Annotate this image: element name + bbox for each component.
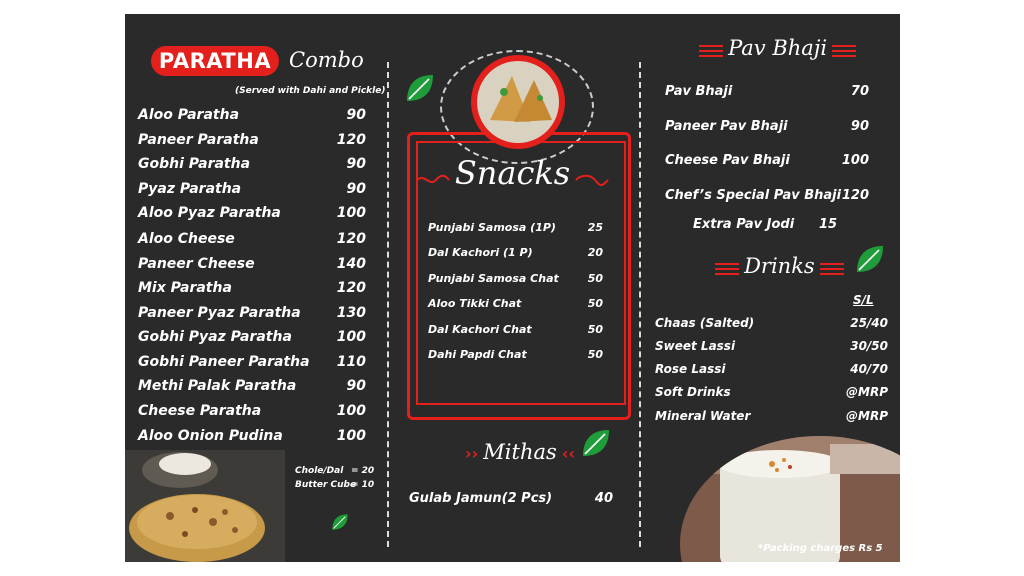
triple-bar-ornament-icon: [715, 263, 739, 275]
drink-item-name: Mineral Water: [655, 409, 751, 423]
pav-bhaji-item-price: 70: [850, 84, 869, 99]
paratha-item-name: Gobhi Paratha: [138, 156, 251, 172]
paratha-item-price: 120: [336, 132, 366, 148]
paratha-item-name: Cheese Paratha: [138, 403, 262, 419]
drink-item-price: 25/40: [850, 316, 888, 330]
snack-item-price: 50: [587, 272, 603, 285]
pav-bhaji-item-price: 120: [841, 188, 869, 203]
extra-item-name: Butter Cube: [295, 480, 357, 490]
packing-charges-note: *Packing charges Rs 5: [758, 543, 883, 554]
menu-board: [125, 14, 900, 562]
pav-bhaji-title: Pav Bhaji: [728, 36, 828, 60]
drinks-title: Drinks: [744, 254, 815, 278]
drinks-heading: [715, 254, 844, 278]
snack-item-price: 25: [587, 221, 603, 234]
snacks-title: Snacks: [454, 154, 571, 192]
column-divider: [639, 62, 641, 547]
mithas-item-price: 40: [594, 491, 613, 506]
leaf-icon: [579, 426, 613, 460]
size-header: S/L: [853, 293, 874, 307]
paratha-item-price: 120: [336, 231, 366, 247]
snack-item-price: 50: [587, 297, 603, 310]
snack-item-name: Dal Kachori (1 P): [428, 246, 533, 259]
samosa-photo: [470, 54, 566, 150]
drink-item-name: Rose Lassi: [655, 362, 726, 376]
snack-item-name: Dahi Papdi Chat: [428, 348, 527, 361]
paratha-item-name: Gobhi Pyaz Paratha: [138, 329, 292, 345]
paratha-item-price: 90: [346, 107, 366, 123]
paratha-item-price: 90: [346, 181, 366, 197]
paratha-item-price: 120: [336, 280, 366, 296]
snack-item-price: 50: [587, 348, 603, 361]
paratha-item-name: Pyaz Paratha: [138, 181, 242, 197]
leaf-icon: [403, 71, 437, 105]
drink-item-name: Sweet Lassi: [655, 339, 736, 353]
extra-item-price: = 10: [351, 480, 375, 490]
mithas-heading: [465, 440, 575, 464]
swirl-ornament-icon: [575, 174, 609, 186]
paratha-item-name: Mix Paratha: [138, 280, 232, 296]
paratha-item-price: 140: [336, 256, 366, 272]
pav-bhaji-item-name: Pav Bhaji: [665, 84, 733, 99]
snack-item-name: Punjabi Samosa Chat: [428, 272, 559, 285]
combo-title: Combo: [289, 48, 364, 72]
drink-item-price: @MRP: [846, 385, 888, 399]
paratha-item-name: Aloo Paratha: [138, 107, 240, 123]
served-with-note: (Served with Dahi and Pickle): [235, 86, 386, 96]
snack-item-price: 20: [587, 246, 603, 259]
chevron-ornament-icon: ››: [465, 444, 479, 463]
extra-pav-name: Extra Pav Jodi: [693, 217, 795, 232]
paratha-photo: [125, 450, 285, 562]
paratha-item-name: Paneer Pyaz Paratha: [138, 305, 301, 321]
mithas-item-name: Gulab Jamun(2 Pcs): [409, 491, 553, 506]
pav-bhaji-item-name: Cheese Pav Bhaji: [665, 153, 790, 168]
pav-bhaji-item-name: Chef’s Special Pav Bhaji: [665, 188, 842, 203]
paratha-item-name: Gobhi Paneer Paratha: [138, 354, 310, 370]
drink-item-price: 30/50: [850, 339, 888, 353]
paratha-badge: PARATHA: [151, 46, 279, 76]
extra-pav-price: 15: [819, 217, 838, 232]
paratha-item-name: Aloo Pyaz Paratha: [138, 205, 281, 221]
pav-bhaji-item-price: 100: [841, 153, 869, 168]
leaf-icon: [853, 242, 887, 276]
chevron-ornament-icon: ‹‹: [561, 444, 576, 463]
leaf-icon: [325, 512, 355, 532]
drink-item-name: Soft Drinks: [655, 385, 731, 399]
paratha-item-price: 130: [336, 305, 366, 321]
paratha-item-price: 100: [336, 403, 366, 419]
column-divider: [387, 62, 389, 547]
snack-item-price: 50: [587, 323, 603, 336]
drink-item-price: 40/70: [850, 362, 888, 376]
paratha-item-name: Aloo Onion Pudina: [138, 428, 283, 444]
pav-bhaji-heading: [699, 36, 856, 60]
triple-bar-ornament-icon: [832, 45, 856, 57]
paratha-item-price: 110: [336, 354, 366, 370]
paratha-item-name: Methi Palak Paratha: [138, 378, 297, 394]
paratha-item-price: 100: [336, 428, 366, 444]
drink-item-name: Chaas (Salted): [655, 316, 755, 330]
paratha-item-price: 100: [336, 205, 366, 221]
triple-bar-ornament-icon: [820, 263, 844, 275]
snack-item-name: Punjabi Samosa (1P): [428, 221, 556, 234]
snack-item-name: Dal Kachori Chat: [428, 323, 532, 336]
swirl-ornament-icon: [416, 174, 450, 186]
paratha-item-price: 90: [346, 156, 366, 172]
pav-bhaji-item-price: 90: [850, 119, 869, 134]
extra-item-price: = 20: [351, 466, 375, 476]
paratha-item-name: Paneer Cheese: [138, 256, 255, 272]
paratha-item-name: Paneer Paratha: [138, 132, 259, 148]
snack-item-name: Aloo Tikki Chat: [428, 297, 522, 310]
paratha-item-name: Aloo Cheese: [138, 231, 235, 247]
pav-bhaji-item-name: Paneer Pav Bhaji: [665, 119, 788, 134]
drink-item-price: @MRP: [846, 409, 888, 423]
paratha-item-price: 100: [336, 329, 366, 345]
paratha-item-price: 90: [346, 378, 366, 394]
extra-item-name: Chole/Dal: [295, 466, 344, 476]
mithas-title: Mithas: [483, 440, 557, 464]
triple-bar-ornament-icon: [699, 45, 723, 57]
